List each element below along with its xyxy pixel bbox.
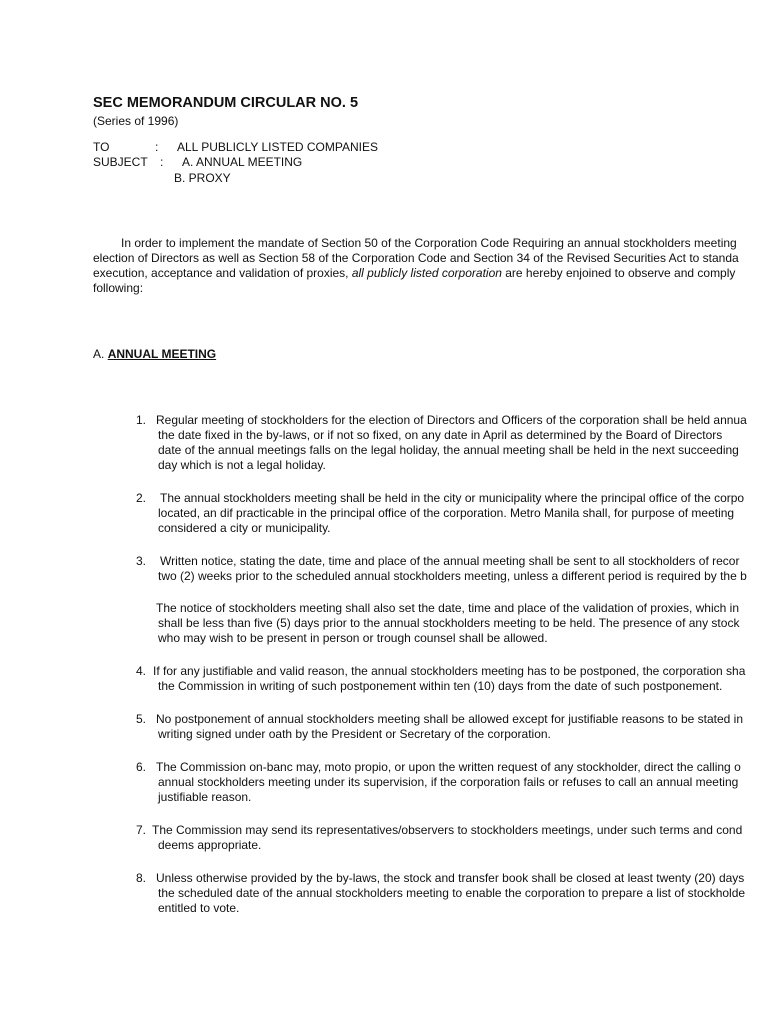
to-label: TO xyxy=(93,140,110,154)
item-8-line-3: entitled to vote. xyxy=(158,901,240,915)
item-1-line-3: date of the annual meetings falls on the legal holiday, the annual meeting shall be held in the next succeeding xyxy=(158,443,739,457)
item-5-number: 5. xyxy=(136,712,147,726)
intro-line-4: following: xyxy=(93,281,144,295)
item-1-line-4: day which is not a legal holiday. xyxy=(158,458,326,472)
to-value: ALL PUBLICLY LISTED COMPANIES xyxy=(177,140,378,154)
item-1-number: 1. xyxy=(136,413,147,427)
subject-b: B. PROXY xyxy=(174,171,231,185)
intro-line-3 xyxy=(93,266,735,281)
item-6-line-3: justifiable reason. xyxy=(158,790,252,804)
intro-line-3-italic: all publicly listed corporation xyxy=(351,266,502,280)
item-3-line-2: two (2) weeks prior to the scheduled annual stockholders meeting, unless a different period is required by the b xyxy=(158,569,747,583)
item-4-line-1: If for any justifiable and valid reason, the annual stockholders meeting has to be postponed, the corporation sha xyxy=(153,664,746,678)
item-4-line-2: the Commission in writing of such postponement within ten (10) days from the date of such postponement. xyxy=(158,679,723,693)
item-7-number: 7. xyxy=(136,823,147,837)
section-a-letter: A. xyxy=(93,347,105,361)
item-3-number: 3. xyxy=(136,554,147,568)
item-5-line-2: writing signed under oath by the President or Secretary of the corporation. xyxy=(158,727,551,741)
item-2-line-1: The annual stockholders meeting shall be held in the city or municipality where the principal office of the corpo xyxy=(160,491,745,505)
item-6-number: 6. xyxy=(136,760,147,774)
subject-label: SUBJECT xyxy=(93,155,148,169)
section-a-heading xyxy=(93,347,216,362)
item-3-line-1: Written notice, stating the date, time and place of the annual meeting shall be sent to all stockholders of recor xyxy=(160,554,740,568)
document-title: SEC MEMORANDUM CIRCULAR NO. 5 xyxy=(93,95,359,111)
subject-colon: : xyxy=(160,155,164,169)
item-2-line-3: considered a city or municipality. xyxy=(158,521,331,535)
item-7-line-2: deems appropriate. xyxy=(158,838,262,852)
item-6-line-1: The Commission on-banc may, moto propio, or upon the written request of any stockholder, direct the calling o xyxy=(156,760,741,774)
item-2-number: 2. xyxy=(136,491,147,505)
subject-a: A. ANNUAL MEETING xyxy=(182,155,303,169)
item-3-note-line-2: shall be less than five (5) days prior to the annual stockholders meeting to be held. The presence of any stock xyxy=(158,616,740,630)
item-6-line-2: annual stockholders meeting under its supervision, if the corporation fails or refuses to call an annual meeting xyxy=(158,775,739,789)
intro-line-3-post: are hereby enjoined to observe and comply xyxy=(501,266,736,280)
series-label: (Series of 1996) xyxy=(93,114,179,128)
item-1-line-2: the date fixed in the by-laws, or if not so fixed, on any date in April as determined by the Board of Directors xyxy=(158,428,723,442)
item-8-line-2: the scheduled date of the annual stockholders meeting to enable the corporation to prepare a list of stockholde xyxy=(158,886,746,900)
intro-line-2: election of Directors as well as Section 58 of the Corporation Code and Section 34 of the Revised Securities Act to standa xyxy=(93,251,739,265)
item-8-line-1: Unless otherwise provided by the by-laws, the stock and transfer book shall be closed at least twenty (20) days xyxy=(156,871,745,885)
item-4-number: 4. xyxy=(136,664,147,678)
item-3-note-line-1: The notice of stockholders meeting shall also set the date, time and place of the validation of proxies, which in xyxy=(156,601,739,615)
intro-line-3-pre: execution, acceptance and validation of proxies, xyxy=(93,266,352,280)
item-2-line-2: located, an dif practicable in the principal office of the corporation. Metro Manila shall, for purpose of meeting xyxy=(158,506,735,520)
item-5-line-1: No postponement of annual stockholders meeting shall be allowed except for justifiable reasons to be stated in xyxy=(156,712,744,726)
to-colon: : xyxy=(155,140,159,154)
item-3-note-line-3: who may wish to be present in person or trough counsel shall be allowed. xyxy=(158,631,548,645)
item-8-number: 8. xyxy=(136,871,147,885)
intro-line-1: In order to implement the mandate of Section 50 of the Corporation Code Requiring an annual stockholders meeting xyxy=(121,236,737,250)
section-a-title: ANNUAL MEETING xyxy=(107,347,217,361)
item-1-line-1: Regular meeting of stockholders for the election of Directors and Officers of the corporation shall be held annua xyxy=(156,413,747,427)
item-7-line-1: The Commission may send its representatives/observers to stockholders meetings, under such terms and cond xyxy=(152,823,743,837)
